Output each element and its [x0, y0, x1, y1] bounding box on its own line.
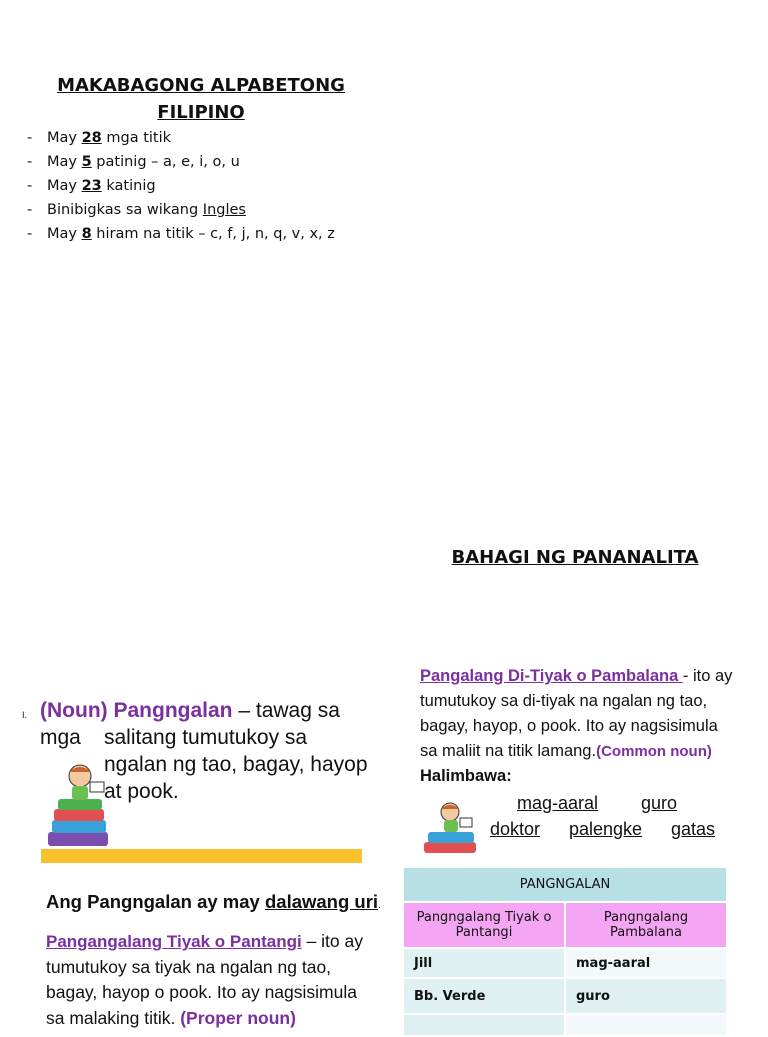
table-cell	[404, 1015, 564, 1035]
alphabet-title: MAKABAGONG ALPABETONG FILIPINO	[57, 75, 345, 123]
example-word: palengke	[569, 819, 643, 839]
child-reading-books-icon	[420, 800, 486, 856]
child-reading-books-icon	[42, 762, 116, 852]
table-column-header: Pangngalang Tiyak o Pantangi	[404, 903, 564, 947]
example-word: doktor	[490, 819, 541, 839]
noun-types-heading: Ang Pangngalan ay may dalawang uri.	[46, 891, 381, 912]
list-item: - May 8 hiram na titik – c, f, j, n, q, v, x, z	[27, 226, 335, 242]
list-item: - May 23 katinig	[27, 178, 156, 194]
table-column-header: Pangngalang Pambalana	[566, 903, 726, 947]
table-cell	[566, 1015, 726, 1035]
table-cell: Jill	[404, 949, 564, 977]
proper-noun-section: Pangangalang Tiyak o Pantangi – ito ay tumutukoy sa tiyak na ngalan ng tao, bagay, hayop o pook. Ito ay nagsisimula sa malaking titik. (Proper noun)	[46, 931, 363, 1028]
list-item: - May 5 patinig – a, e, i, o, u	[27, 154, 240, 170]
noun-definition: (Noun) Pangngalan – tawag sa mga	[40, 699, 340, 749]
alphabet-list	[27, 126, 387, 246]
table-cell: mag-aaral	[566, 949, 726, 977]
table-row	[404, 979, 726, 1013]
list-item: - Binibigkas sa wikang Ingles	[27, 202, 246, 218]
example-word: guro	[641, 793, 678, 813]
example-word: mag-aaral	[517, 793, 599, 813]
table-header: PANGNGALAN	[404, 868, 726, 901]
table-cell: Bb. Verde	[404, 979, 564, 1013]
example-word: gatas	[671, 819, 716, 839]
list-item: - May 28 mga titik	[27, 130, 172, 146]
section-title: BAHAGI NG PANANALITA	[451, 547, 699, 568]
table-cell: guro	[566, 979, 726, 1013]
noun-definition-rest: salitang tumutukoy sa ngalan ng tao, bagay, hayop at pook.	[104, 726, 368, 803]
common-noun-section: Pangalang Di-Tiyak o Pambalana - ito ay tumutukoy sa di-tiyak na ngalan ng tao, bagay, hayop, o pook. Ito ay nagsisimula sa maliit na titik lamang.(Common noun) Halimbawa:	[420, 667, 733, 785]
table-row	[404, 949, 726, 977]
highlight-bar	[41, 849, 362, 863]
pangngalan-table	[402, 866, 728, 1037]
item-number: I.	[22, 710, 28, 720]
